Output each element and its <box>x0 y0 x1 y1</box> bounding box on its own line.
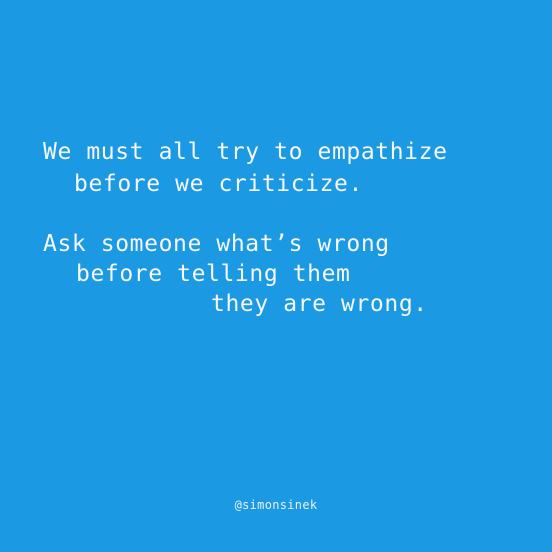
author-handle: @simonsinek <box>234 498 318 512</box>
quote-line-2: before we criticize. <box>74 171 363 197</box>
quote-line-5: they are wrong. <box>211 291 428 317</box>
quote-line-1: We must all try to empathize <box>43 139 448 165</box>
quote-line-3: Ask someone what’s wrong <box>43 231 390 257</box>
quote-line-4: before telling them <box>76 261 351 287</box>
